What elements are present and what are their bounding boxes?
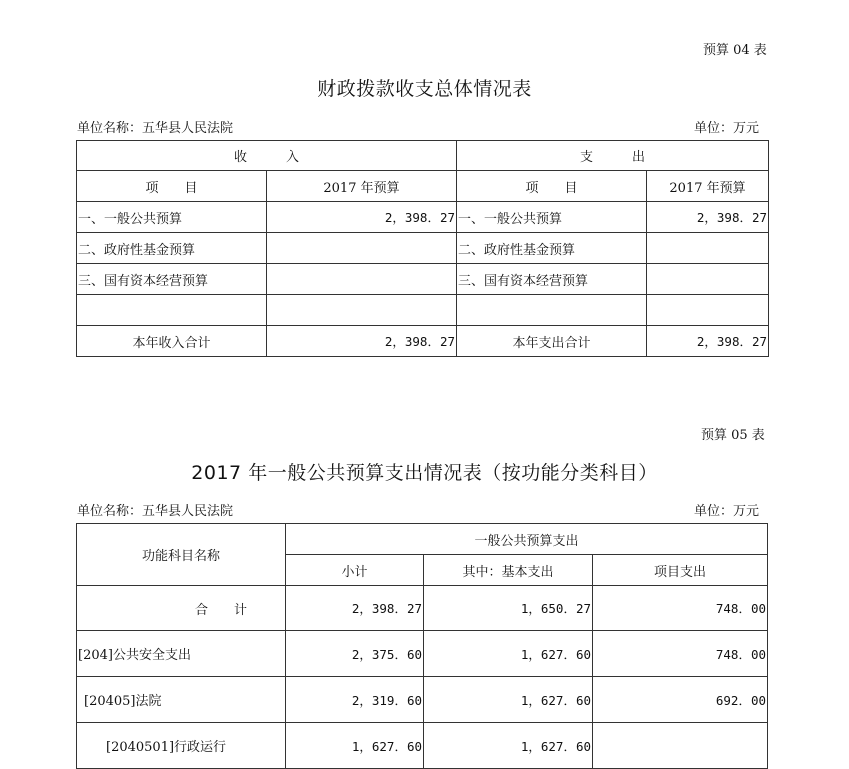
income-value: 2，398．27 <box>267 202 457 233</box>
expense-item-header: 项 目 <box>457 171 647 202</box>
expense-item <box>457 295 647 326</box>
table05-title: 2017 年一般公共预算支出情况表（按功能分类科目） <box>191 462 658 484</box>
row-basic: 1，627．60 <box>424 677 593 723</box>
table-row <box>77 723 768 769</box>
expense-header: 支 出 <box>457 141 769 171</box>
expense-total-value: 2，398．27 <box>647 326 769 357</box>
expense-total-label: 本年支出合计 <box>457 326 647 357</box>
income-item: 二、政府性基金预算 <box>77 233 267 264</box>
income-header: 收 入 <box>77 141 457 171</box>
table05-tag: 预算 05 表 <box>701 428 765 443</box>
table04-unit-name: 单位名称：五华县人民法院 <box>77 121 234 136</box>
table05-unit: 单位：万元 <box>694 504 760 519</box>
table04-total-row <box>77 326 769 357</box>
expense-item: 一、一般公共预算 <box>457 202 647 233</box>
expense-item: 三、国有资本经营预算 <box>457 264 647 295</box>
table04 <box>76 140 769 357</box>
table04-unit: 单位：万元 <box>694 121 760 136</box>
row-name: 合 计 <box>77 586 286 631</box>
row-project: 748．00 <box>593 631 768 677</box>
income-value <box>267 264 457 295</box>
table04-subheader-row <box>77 171 769 202</box>
row-name: [2040501]行政运行 <box>77 723 286 769</box>
table-row <box>77 264 769 295</box>
row-subtotal: 2，375．60 <box>286 631 424 677</box>
income-item: 三、国有资本经营预算 <box>77 264 267 295</box>
table-row <box>77 677 768 723</box>
basic-expense-header: 其中：基本支出 <box>424 555 593 586</box>
income-item-header: 项 目 <box>77 171 267 202</box>
table-row <box>77 202 769 233</box>
income-item <box>77 295 267 326</box>
income-total-label: 本年收入合计 <box>77 326 267 357</box>
row-project: 748．00 <box>593 586 768 631</box>
row-subtotal: 2，398．27 <box>286 586 424 631</box>
table-row <box>77 233 769 264</box>
expense-value: 2，398．27 <box>647 202 769 233</box>
general-budget-header: 一般公共预算支出 <box>286 524 768 555</box>
table04-tag: 预算 04 表 <box>703 43 767 58</box>
expense-value <box>647 233 769 264</box>
table04-header-row <box>77 141 769 171</box>
table05 <box>76 523 768 769</box>
table05-unit-name: 单位名称：五华县人民法院 <box>77 504 234 519</box>
income-total-value: 2，398．27 <box>267 326 457 357</box>
row-name: [20405]法院 <box>77 677 286 723</box>
expense-value <box>647 295 769 326</box>
row-basic: 1，650．27 <box>424 586 593 631</box>
function-name-header: 功能科目名称 <box>77 524 286 586</box>
row-subtotal: 2，319．60 <box>286 677 424 723</box>
row-subtotal: 1，627．60 <box>286 723 424 769</box>
project-expense-header: 项目支出 <box>593 555 768 586</box>
table-row-empty <box>77 295 769 326</box>
row-project: 692．00 <box>593 677 768 723</box>
row-basic: 1，627．60 <box>424 631 593 677</box>
income-budget-header: 2017 年预算 <box>267 171 457 202</box>
table04-title: 财政拨款收支总体情况表 <box>317 78 532 100</box>
table-row <box>77 631 768 677</box>
table-row-total <box>77 586 768 631</box>
income-value <box>267 295 457 326</box>
income-value <box>267 233 457 264</box>
income-item: 一、一般公共预算 <box>77 202 267 233</box>
expense-value <box>647 264 769 295</box>
subtotal-header: 小计 <box>286 555 424 586</box>
table05-header-row <box>77 524 768 555</box>
row-basic: 1，627．60 <box>424 723 593 769</box>
row-name: [204]公共安全支出 <box>77 631 286 677</box>
row-project <box>593 723 768 769</box>
expense-budget-header: 2017 年预算 <box>647 171 769 202</box>
expense-item: 二、政府性基金预算 <box>457 233 647 264</box>
